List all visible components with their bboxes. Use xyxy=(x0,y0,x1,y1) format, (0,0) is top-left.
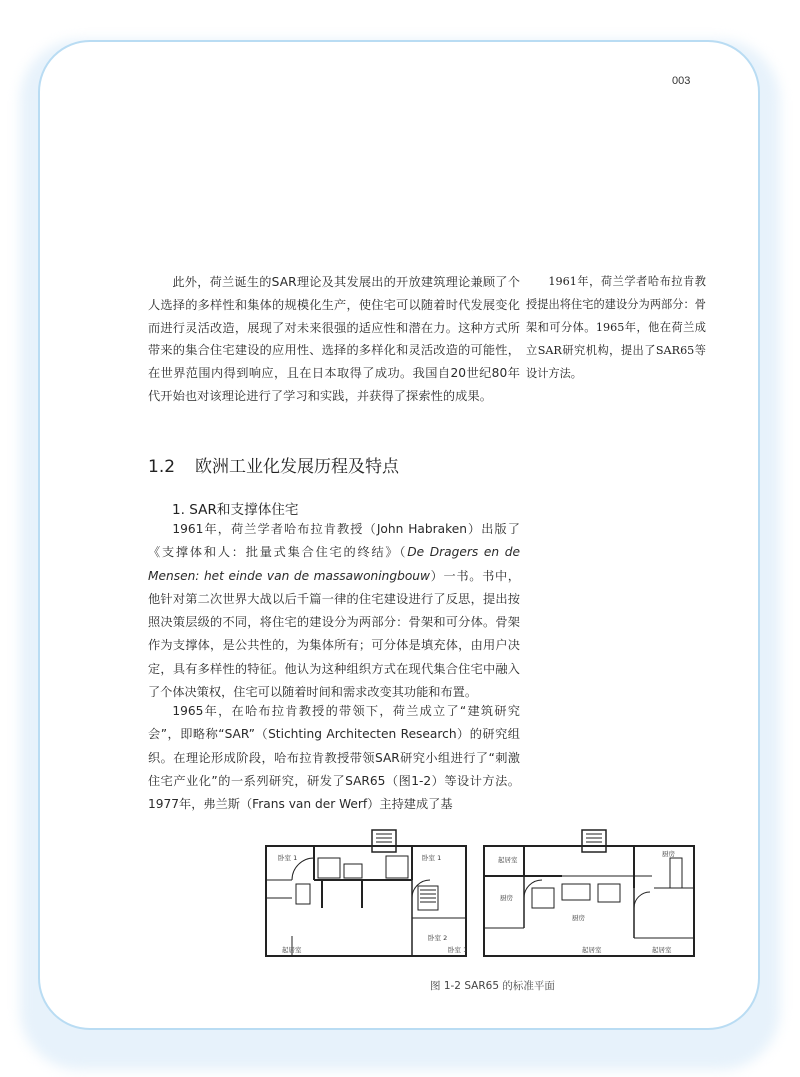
floor-plan-figure xyxy=(262,828,702,974)
label-kitchen-left: 厨房 xyxy=(500,894,513,902)
side-note: 1961年，荷兰学者哈布拉肯教授提出将住宅的建设分为两部分：骨架和可分体。1965年，他在荷兰成立SAR研究机构，提出了SAR65等设计方法。 xyxy=(526,275,706,380)
page-number: 003 xyxy=(672,75,691,87)
figure-caption: 图 1-2 SAR65 的标准平面 xyxy=(430,980,555,992)
section-heading xyxy=(148,452,399,477)
label-living-mid: 起居室 xyxy=(582,946,602,954)
subsection-heading: 1. SAR和支撑体住宅 xyxy=(172,502,299,518)
label-bedroom1-bottom: 卧室 1 xyxy=(448,946,468,954)
label-kitchen-right: 厨房 xyxy=(662,850,675,858)
para1-text-a: 1961年，荷兰学者哈布拉肯教授（John Habraken）出版了《支撑体和人：批量式集合住宅的终结》（ xyxy=(148,522,520,560)
label-bedroom1-left: 卧室 1 xyxy=(278,854,298,862)
body-paragraph-2: 1965年，在哈布拉肯教授的带领下，荷兰成立了“建筑研究会”，即略称“SAR”（Stichting Architecten Research）的研究组织。在理论形成阶段，哈布拉肯教授带领SAR研究小组进行了“刺激住宅产业化”的一系列研究，研发了SAR65（图1-2）等设计方法。1977年，弗兰斯（Frans van der Werf）主持建成了基 xyxy=(148,704,520,812)
label-living-top: 起居室 xyxy=(498,856,518,864)
body-paragraph-1 xyxy=(148,518,520,704)
book-title-italic: De Dragers en de Mensen: het einde van de massawoningbouw xyxy=(148,545,521,583)
intro-paragraph: 此外，荷兰诞生的SAR理论及其发展出的开放建筑理论兼顾了个人选择的多样性和集体的规模化生产，使住宅可以随着时代发展变化而进行灵活改造，展现了对未来很强的适应性和潜在力。这种方式所带来的集合住宅建设的应用性、选择的多样化和灵活改造的可能性，在世界范围内得到响应，且在日本取得了成功。我国自20世纪80年代开始也对该理论进行了学习和实践，并获得了探索性的成果。 xyxy=(148,275,520,403)
label-bedroom2: 卧室 2 xyxy=(428,934,448,942)
label-kitchen-mid: 厨房 xyxy=(572,914,585,922)
label-living-right: 起居室 xyxy=(652,946,672,954)
label-bedroom1-right: 卧室 1 xyxy=(422,854,442,862)
label-living-left: 起居室 xyxy=(282,946,302,954)
section-number: 1.2 xyxy=(148,457,176,477)
section-title-text: 欧洲工业化发展历程及特点 xyxy=(195,457,400,477)
para1-text-b: ）一书。书中，他针对第二次世界大战以后千篇一律的住宅建设进行了反思，提出按照决策层级的不同，将住宅的建设分为两部分：骨架和可分体。骨架作为支撑体，是公共性的，为集体所有；可分体是填充体，由用户决定，具有多样性的特征。他认为这种组织方式在现代集合住宅中融入了个体决策权，住宅可以随着时间和需求改变其功能和布置。 xyxy=(148,568,520,700)
floor-plan-right xyxy=(484,830,694,956)
